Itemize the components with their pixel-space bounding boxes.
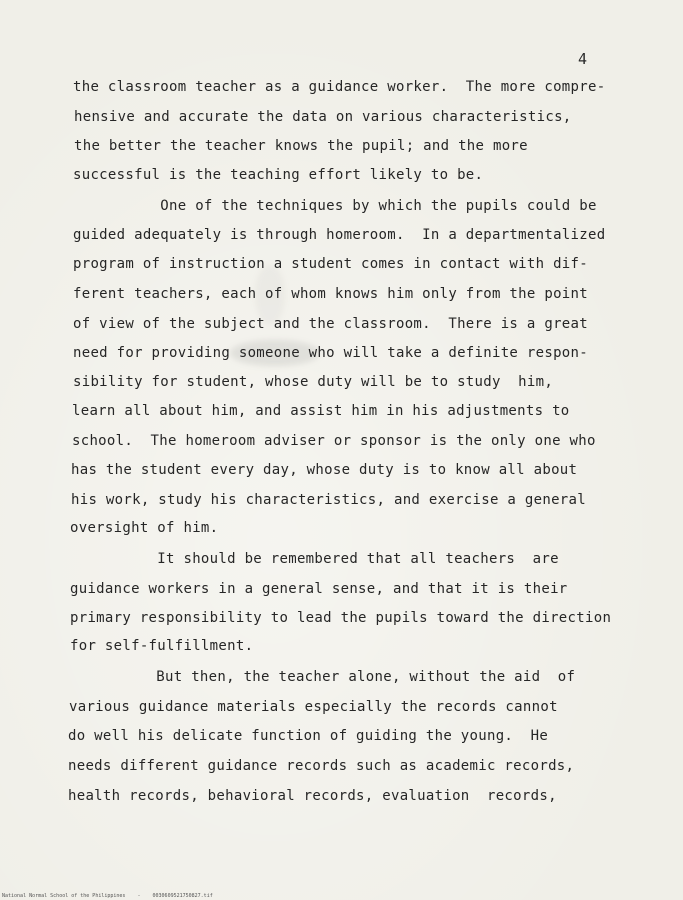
text-line: program of instruction a student comes in contact with dif- bbox=[73, 256, 588, 272]
text-line: needs different guidance records such as academic records, bbox=[68, 758, 575, 774]
text-line: But then, the teacher alone, without the aid of bbox=[69, 669, 576, 685]
text-line: do well his delicate function of guiding the young. He bbox=[68, 728, 549, 744]
text-line: guidance workers in a general sense, and that it is their bbox=[70, 581, 568, 597]
text-line: It should be remembered that all teachers are bbox=[70, 551, 559, 567]
text-line: his work, study his characteristics, and exercise a general bbox=[71, 492, 586, 508]
text-line: successful is the teaching effort likely to be. bbox=[73, 167, 484, 183]
text-line: has the student every day, whose duty is to know all about bbox=[71, 462, 578, 478]
text-line: for self-fulfillment. bbox=[70, 638, 254, 654]
text-line: One of the techniques by which the pupils could be bbox=[73, 198, 597, 214]
text-line: the better the teacher knows the pupil; and the more bbox=[74, 138, 528, 154]
text-line: learn all about him, and assist him in his adjustments to bbox=[72, 403, 570, 419]
page-number: 4 bbox=[578, 50, 588, 68]
text-line: guided adequately is through homeroom. In a departmentalized bbox=[73, 227, 606, 243]
text-line: ferent teachers, each of whom knows him only from the point bbox=[73, 286, 588, 302]
text-line: oversight of him. bbox=[70, 520, 219, 536]
scan-footer: National Normal School of the Philippines - 0030609521750827.tif bbox=[2, 893, 213, 899]
text-line: sibility for student, whose duty will be to study him, bbox=[73, 374, 554, 390]
text-line: health records, behavioral records, evaluation records, bbox=[68, 788, 557, 804]
text-line: primary responsibility to lead the pupils toward the direction bbox=[70, 610, 612, 626]
text-line: school. The homeroom adviser or sponsor is the only one who bbox=[72, 433, 596, 449]
text-line: need for providing someone who will take a definite respon- bbox=[73, 345, 588, 361]
text-line: the classroom teacher as a guidance worker. The more compre- bbox=[73, 79, 606, 95]
text-line: of view of the subject and the classroom. There is a great bbox=[73, 316, 588, 332]
text-line: hensive and accurate the data on various characteristics, bbox=[74, 109, 572, 125]
text-line: various guidance materials especially the records cannot bbox=[69, 699, 558, 715]
